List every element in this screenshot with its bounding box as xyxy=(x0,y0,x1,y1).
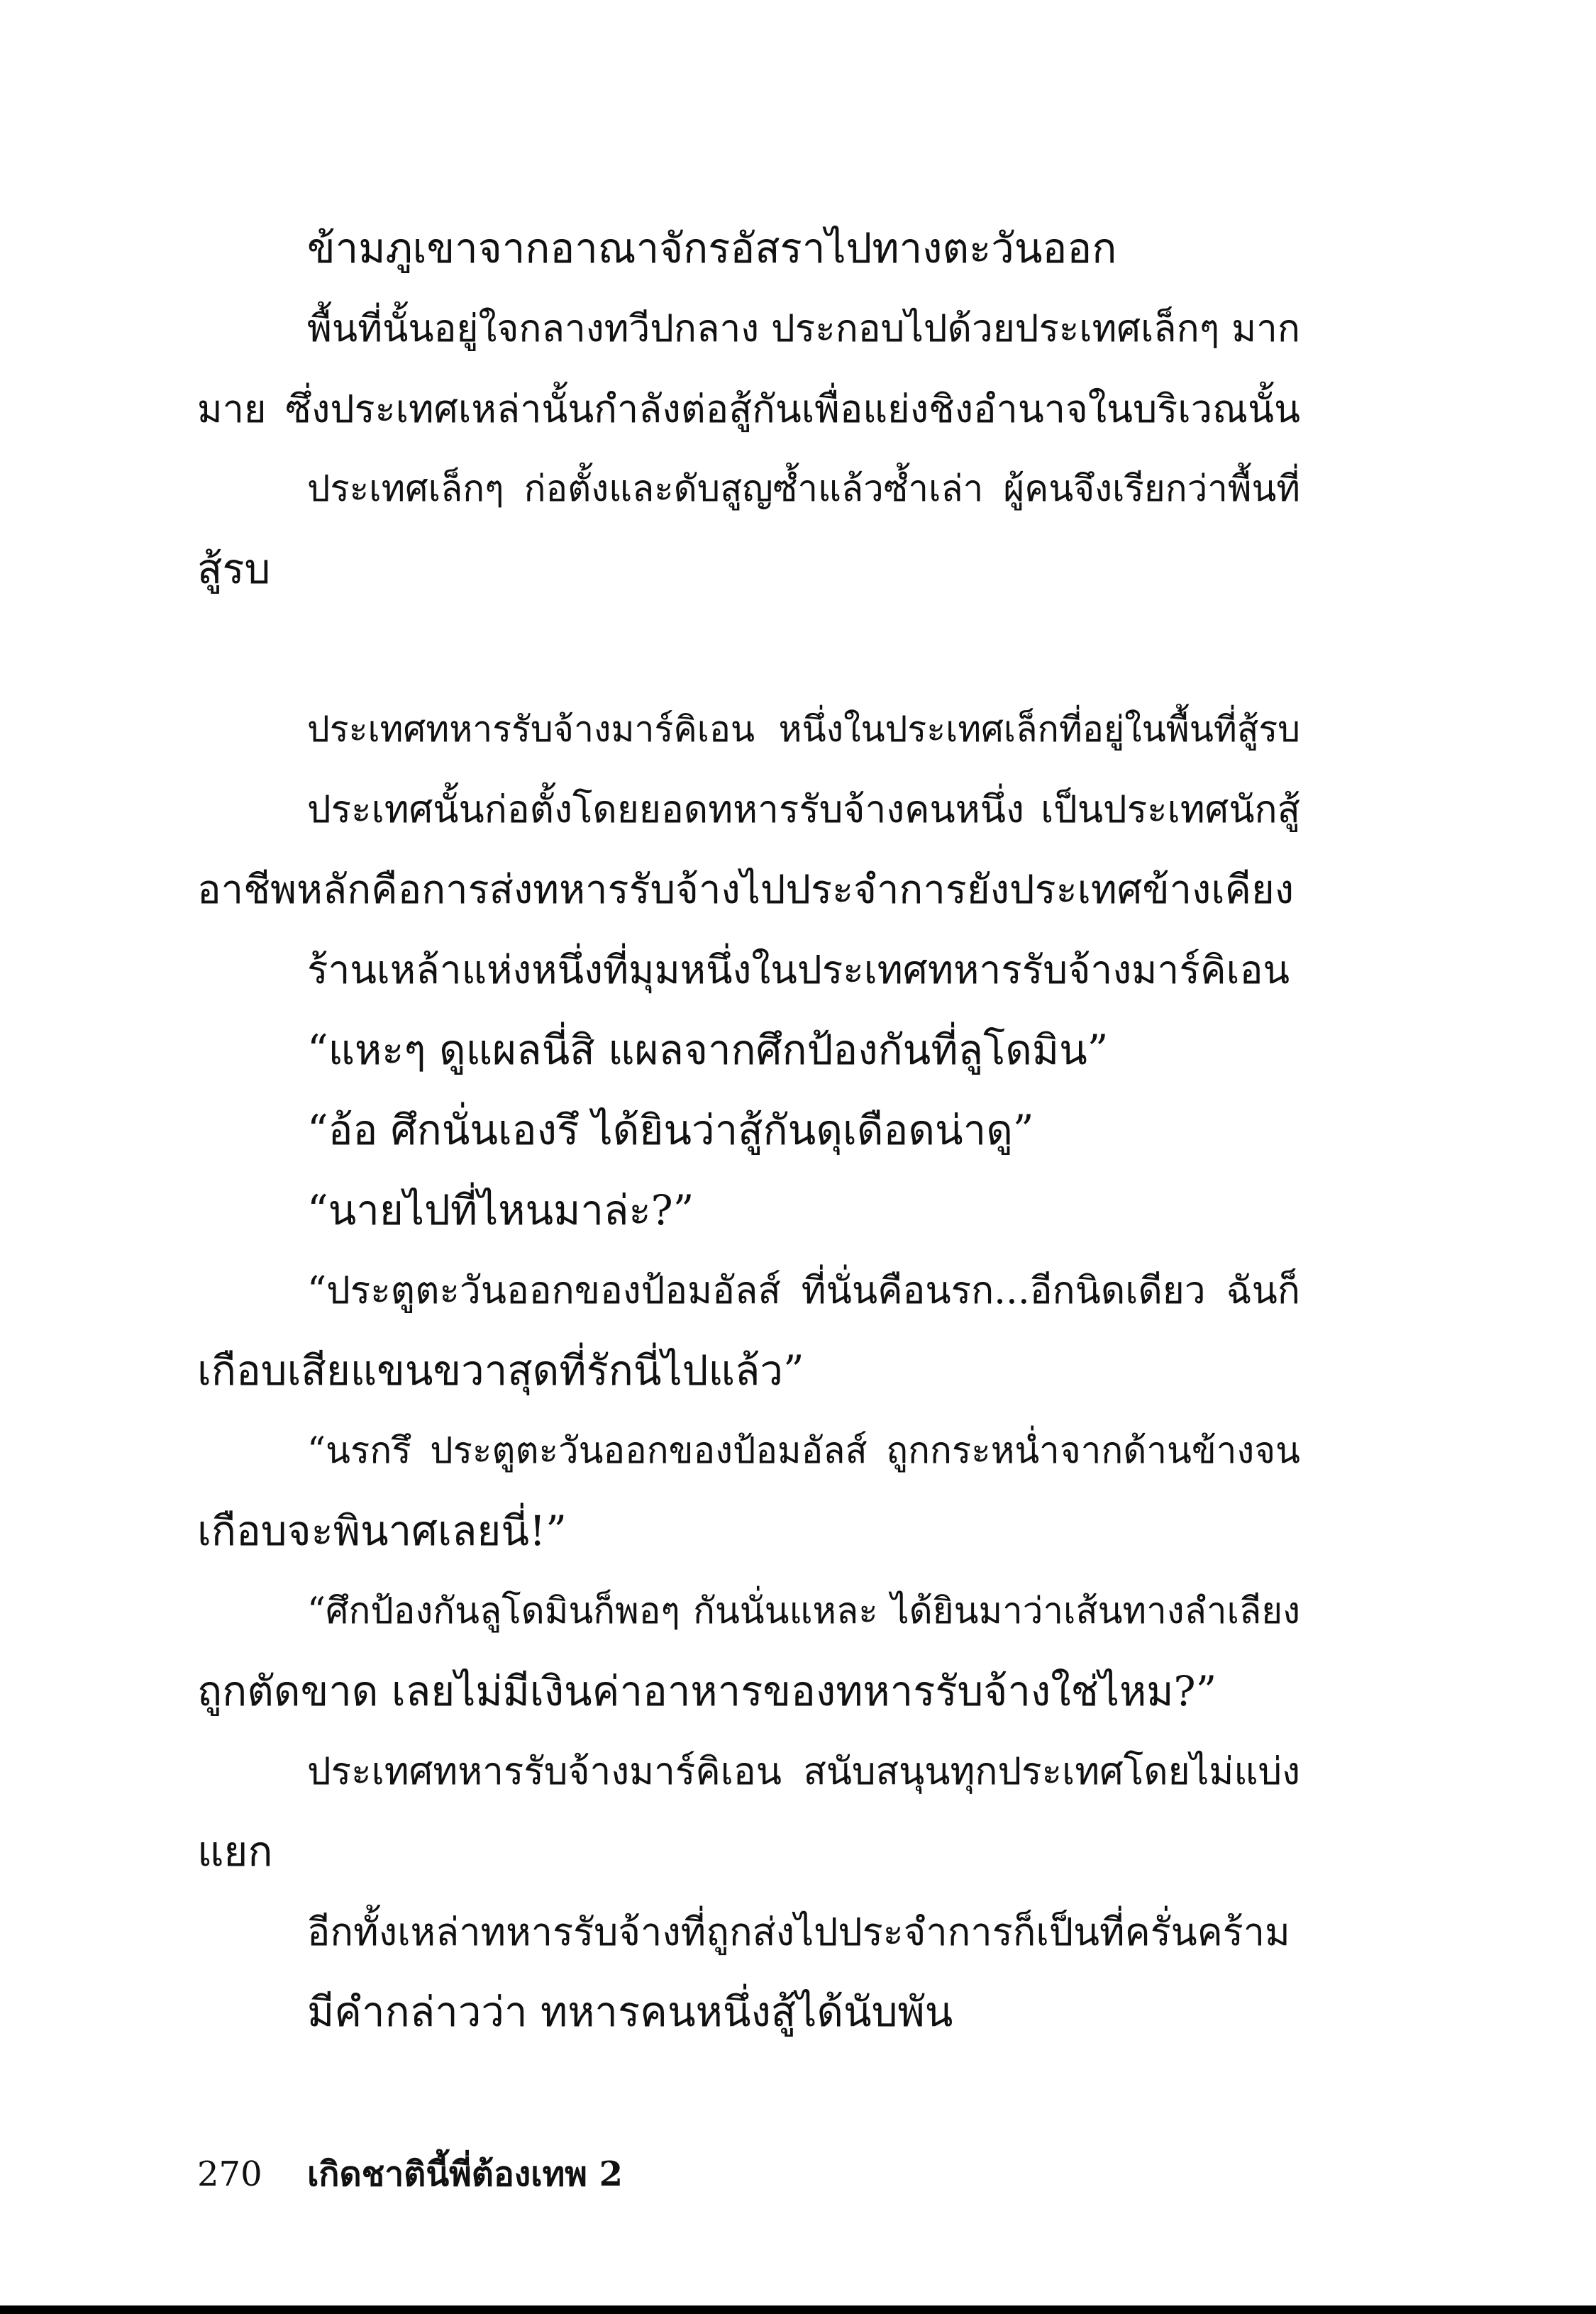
text-line: “นายไปที่ไหนมาล่ะ?” xyxy=(307,1186,694,1234)
text-line: ประเทศทหารรับจ้างมาร์คิเอน สนับสนุนทุกประเทศโดยไม่แบ่ง xyxy=(307,1750,1300,1793)
text-line: “ศึกป้องกันลูโดมินก็พอๆ กันนั่นแหละ ได้ยินมาว่าเส้นทางลำเลียง xyxy=(307,1590,1300,1632)
book-title: เกิดชาตินี้พี่ต้องเทพ 2 xyxy=(307,2154,624,2194)
text-line: “ประตูตะวันออกของป้อมอัลส์ ที่นั่นคือนรก...อีกนิดเดียว ฉันก็ xyxy=(307,1269,1300,1312)
text-line: “อ้อ ศึกนั่นเองรึ ได้ยินว่าสู้กันดุเดือดน่าดู” xyxy=(307,1106,1034,1154)
text-line: พื้นที่นั้นอยู่ใจกลางทวีปกลาง ประกอบไปด้วยประเทศเล็กๆ มาก xyxy=(307,307,1300,350)
text-line: ประเทศเล็กๆ ก่อตั้งและดับสูญซ้ำแล้วซ้ำเล่า ผู้คนจึงเรียกว่าพื้นที่ xyxy=(307,468,1300,510)
page-number: 270 xyxy=(197,2154,262,2194)
text-line: แยก xyxy=(197,1827,273,1876)
text-line: มาย ซึ่งประเทศเหล่านั้นกำลังต่อสู้กันเพื่อแย่งชิงอำนาจในบริเวณนั้น xyxy=(197,387,1300,431)
text-line: เกือบเสียแขนขวาสุดที่รักนี่ไปแล้ว” xyxy=(197,1346,804,1395)
text-line: “แหะๆ ดูแผลนี่สิ แผลจากศึกป้องกันที่ลูโดมิน” xyxy=(307,1026,1109,1074)
text-line: มีคำกล่าวว่า ทหารคนหนึ่งสู้ได้นับพัน xyxy=(307,1988,953,2036)
bottom-border xyxy=(0,2305,1596,2314)
page-footer xyxy=(197,2149,623,2199)
text-line: ประเทศนั้นก่อตั้งโดยยอดทหารรับจ้างคนหนึ่ง เป็นประเทศนักสู้ xyxy=(307,788,1300,831)
text-line: อีกทั้งเหล่าทหารรับจ้างที่ถูกส่งไปประจำการก็เป็นที่ครั่นคร้าม xyxy=(307,1910,1290,1954)
text-line: อาชีพหลักคือการส่งทหารรับจ้างไปประจำการยังประเทศข้างเคียง xyxy=(197,867,1295,913)
text-line: ถูกตัดขาด เลยไม่มีเงินค่าอาหารของทหารรับจ้างใช่ไหม?” xyxy=(197,1667,1217,1715)
text-line: ข้ามภูเขาจากอาณาจักรอัสราไปทางตะวันออก xyxy=(307,224,1117,272)
text-line: สู้รบ xyxy=(197,545,271,593)
text-line: ประเทศทหารรับจ้างมาร์คิเอน หนึ่งในประเทศเล็กที่อยู่ในพื้นที่สู้รบ xyxy=(307,709,1300,750)
body-text xyxy=(197,209,1300,2052)
text-line: เกือบจะพินาศเลยนี่!” xyxy=(197,1507,567,1555)
text-line: ร้านเหล้าแห่งหนึ่งที่มุมหนึ่งในประเทศทหารรับจ้างมาร์คิเอน xyxy=(307,947,1290,992)
paragraph-gap xyxy=(197,609,1300,690)
text-line: “นรกรึ ประตูตะวันออกของป้อมอัลส์ ถูกกระหน่ำจากด้านข้างจน xyxy=(307,1430,1300,1472)
